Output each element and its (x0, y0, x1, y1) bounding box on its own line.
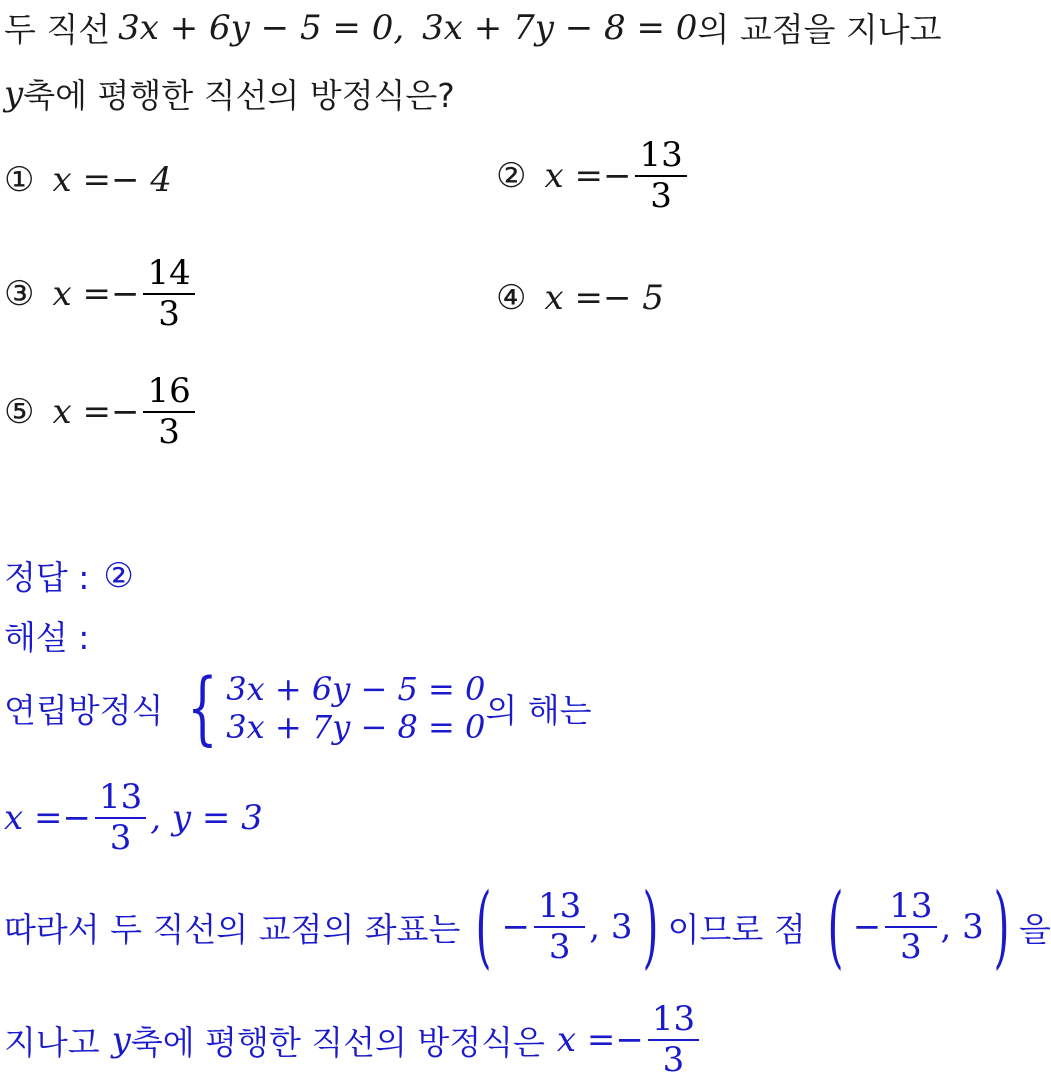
point-2-denominator: 3 (900, 927, 922, 967)
right-paren-2: ) (993, 874, 1010, 979)
solution-y-value: , y = 3 (150, 798, 263, 839)
question-text-a: 두 직선 (4, 10, 111, 49)
point-1-y: , 3 (589, 907, 633, 947)
solution-system-line (4, 661, 592, 754)
left-brace: { (187, 661, 219, 754)
option-1-number: ① (4, 160, 35, 200)
point-1-fraction (534, 887, 585, 967)
question-text-c: 축에 평행한 직선의 방정식은? (23, 76, 455, 115)
question-equation-2: 3x + 7y − 8 = 0 (422, 7, 698, 48)
question-line-1 (4, 4, 942, 51)
point-suffix: 을 (1018, 909, 1051, 949)
system-equation-2: 3x + 7y − 8 = 0 (226, 708, 486, 746)
point-1-minus: − (501, 907, 530, 947)
question-text-b: 의 교점을 지나고 (697, 10, 942, 49)
option-2-numerator: 13 (635, 136, 686, 177)
question-variable-y: y (4, 73, 24, 114)
question-equation-1: 3x + 6y − 5 = 0, (118, 7, 405, 48)
solution-x-prefix: x =− (4, 798, 91, 839)
option-2[interactable] (496, 136, 691, 216)
final-fraction (648, 1000, 699, 1080)
intersection-line (4, 874, 1051, 979)
solution-x-fraction (95, 778, 146, 858)
option-3-numerator: 14 (143, 254, 194, 295)
final-text-b: 축에 평행한 직선의 방정식은 (130, 1022, 545, 1062)
option-3-number: ③ (4, 274, 35, 315)
option-5-denominator: 3 (158, 412, 180, 453)
final-x-prefix: x =− (556, 1020, 644, 1061)
option-5-fraction (143, 372, 194, 452)
solution-x-numerator: 13 (95, 778, 146, 819)
option-1[interactable] (4, 160, 172, 200)
left-paren-2: ( (827, 874, 844, 979)
solution-x-denominator: 3 (109, 818, 132, 859)
system-suffix: 의 해는 (485, 690, 592, 730)
system-equation-1: 3x + 6y − 5 = 0 (226, 669, 486, 708)
question-line-2 (4, 70, 455, 117)
option-1-expr: x =− 4 (52, 160, 172, 200)
option-5[interactable] (4, 372, 199, 452)
solution-label: 해설 : (4, 618, 90, 657)
option-4-number: ④ (496, 278, 527, 318)
solution-values-line (4, 778, 263, 858)
final-line (4, 1000, 703, 1080)
answer-label: 정답 : (4, 558, 90, 597)
point-2-minus: − (852, 907, 882, 947)
point-1-numerator: 13 (534, 887, 585, 928)
solution-label-line (4, 612, 89, 659)
final-numerator: 13 (648, 1000, 699, 1041)
option-4-expr: x =− 5 (544, 278, 664, 318)
final-text-a: 지나고 (4, 1022, 100, 1062)
option-2-prefix: x =− (544, 156, 632, 197)
option-2-denominator: 3 (650, 176, 672, 217)
point-2-numerator: 13 (885, 887, 936, 928)
option-3-fraction (143, 254, 194, 334)
point-1-denominator: 3 (548, 927, 571, 967)
option-3-denominator: 3 (158, 294, 180, 335)
left-paren-1: ( (476, 874, 492, 979)
final-variable-y: y (111, 1020, 131, 1061)
option-5-prefix: x =− (52, 392, 140, 433)
option-3[interactable] (4, 254, 199, 334)
option-2-fraction (635, 136, 686, 216)
final-denominator: 3 (662, 1040, 685, 1081)
point-text: 이므로 점 (667, 909, 806, 949)
option-5-number: ⑤ (4, 392, 35, 433)
intersection-text: 따라서 두 직선의 교점의 좌표는 (4, 909, 461, 949)
point-2-y: , 3 (940, 907, 984, 947)
answer-line (4, 552, 152, 599)
right-paren-1: ) (642, 874, 658, 979)
answer-value: ② (103, 555, 134, 596)
option-2-number: ② (496, 156, 527, 197)
option-4[interactable] (496, 278, 664, 318)
point-2-fraction (885, 887, 936, 967)
option-3-prefix: x =− (52, 274, 140, 315)
system-prefix: 연립방정식 (4, 690, 164, 730)
equation-system (177, 661, 486, 754)
option-5-numerator: 16 (143, 372, 194, 413)
